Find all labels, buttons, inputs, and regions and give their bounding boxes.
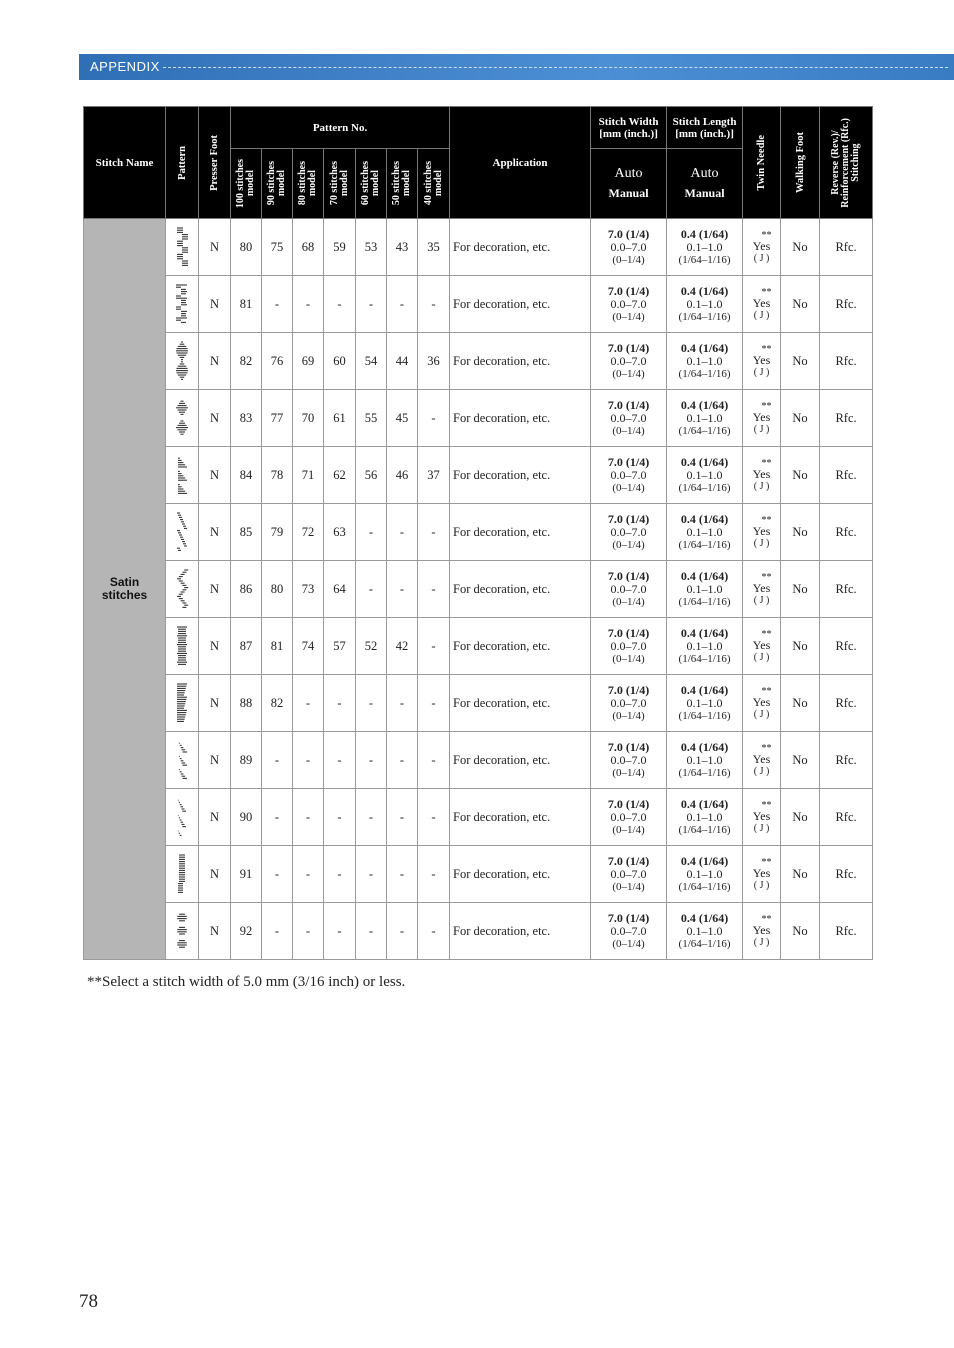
pattern-number-cell: - xyxy=(324,846,356,903)
pattern-number-cell: - xyxy=(356,675,387,732)
stitch-length-cell: 0.4 (1/64) 0.1–1.0 (1/64–1/16) xyxy=(667,561,743,618)
pattern-cell xyxy=(166,789,199,846)
application-cell: For decoration, etc. xyxy=(450,390,591,447)
twin-needle-cell: ** Yes ( J ) xyxy=(743,504,781,561)
model-header: 80 stitches model xyxy=(293,149,324,219)
application-cell: For decoration, etc. xyxy=(450,276,591,333)
pattern-number-cell: 84 xyxy=(231,447,262,504)
reverse-cell: Rfc. xyxy=(820,504,873,561)
pattern-number-cell: - xyxy=(387,846,418,903)
satin-pattern-86-icon xyxy=(166,567,198,611)
pattern-number-cell: - xyxy=(418,846,450,903)
walking-foot-cell: No xyxy=(781,390,820,447)
twin-needle-cell: ** Yes ( J ) xyxy=(743,903,781,960)
pattern-number-cell: 59 xyxy=(324,219,356,276)
presser-foot-cell: N xyxy=(199,561,231,618)
stitch-width-cell: 7.0 (1/4) 0.0–7.0 (0–1/4) xyxy=(591,276,667,333)
pattern-number-cell: 60 xyxy=(324,333,356,390)
pattern-number-cell: 72 xyxy=(293,504,324,561)
twin-needle-cell: ** Yes ( J ) xyxy=(743,219,781,276)
pattern-number-cell: 53 xyxy=(356,219,387,276)
pattern-number-cell: - xyxy=(293,789,324,846)
reverse-cell: Rfc. xyxy=(820,561,873,618)
pattern-number-cell: 85 xyxy=(231,504,262,561)
pattern-number-cell: 35 xyxy=(418,219,450,276)
pattern-number-cell: 46 xyxy=(387,447,418,504)
stitch-length-cell: 0.4 (1/64) 0.1–1.0 (1/64–1/16) xyxy=(667,618,743,675)
width-auto-manual-header: Auto Manual xyxy=(591,149,667,219)
pattern-number-cell: 61 xyxy=(324,390,356,447)
pattern-number-cell: 63 xyxy=(324,504,356,561)
reverse-cell: Rfc. xyxy=(820,276,873,333)
pattern-number-cell: 57 xyxy=(324,618,356,675)
walking-foot-cell: No xyxy=(781,219,820,276)
stitch-length-cell: 0.4 (1/64) 0.1–1.0 (1/64–1/16) xyxy=(667,846,743,903)
pattern-no-header: Pattern No. xyxy=(231,107,450,149)
pattern-header: Pattern xyxy=(166,107,199,219)
satin-pattern-84-icon xyxy=(166,453,198,497)
banner-rule xyxy=(163,67,948,68)
pattern-number-cell: - xyxy=(262,789,293,846)
pattern-number-cell: - xyxy=(387,903,418,960)
twin-needle-header: Twin Needle xyxy=(743,107,781,219)
presser-foot-cell: N xyxy=(199,789,231,846)
pattern-number-cell: 62 xyxy=(324,447,356,504)
pattern-number-cell: 75 xyxy=(262,219,293,276)
pattern-number-cell: - xyxy=(418,903,450,960)
model-header: 60 stitches model xyxy=(356,149,387,219)
satin-pattern-90-icon xyxy=(166,795,198,839)
pattern-number-cell: 80 xyxy=(231,219,262,276)
pattern-number-cell: - xyxy=(418,276,450,333)
pattern-number-cell: - xyxy=(418,390,450,447)
pattern-number-cell: 54 xyxy=(356,333,387,390)
presser-foot-cell: N xyxy=(199,504,231,561)
pattern-cell xyxy=(166,333,199,390)
stitch-length-cell: 0.4 (1/64) 0.1–1.0 (1/64–1/16) xyxy=(667,276,743,333)
twin-needle-cell: ** Yes ( J ) xyxy=(743,333,781,390)
stitch-width-cell: 7.0 (1/4) 0.0–7.0 (0–1/4) xyxy=(591,390,667,447)
footnote: **Select a stitch width of 5.0 mm (3/16 inch) or less. xyxy=(87,974,406,990)
stitch-width-cell: 7.0 (1/4) 0.0–7.0 (0–1/4) xyxy=(591,789,667,846)
walking-foot-cell: No xyxy=(781,903,820,960)
stitch-chart-table xyxy=(83,106,873,960)
pattern-number-cell: 56 xyxy=(356,447,387,504)
pattern-number-cell: 74 xyxy=(293,618,324,675)
table-row xyxy=(84,732,873,789)
stitch-length-cell: 0.4 (1/64) 0.1–1.0 (1/64–1/16) xyxy=(667,732,743,789)
reverse-cell: Rfc. xyxy=(820,333,873,390)
pattern-cell xyxy=(166,846,199,903)
pattern-cell xyxy=(166,447,199,504)
pattern-number-cell: 64 xyxy=(324,561,356,618)
pattern-number-cell: - xyxy=(387,789,418,846)
table-row xyxy=(84,390,873,447)
stitch-group-name: Satin stitches xyxy=(84,219,166,960)
pattern-number-cell: - xyxy=(418,504,450,561)
pattern-number-cell: - xyxy=(324,903,356,960)
walking-foot-cell: No xyxy=(781,618,820,675)
pattern-number-cell: 87 xyxy=(231,618,262,675)
walking-foot-cell: No xyxy=(781,504,820,561)
pattern-number-cell: - xyxy=(418,561,450,618)
reverse-cell: Rfc. xyxy=(820,618,873,675)
table-row xyxy=(84,846,873,903)
pattern-cell xyxy=(166,732,199,789)
pattern-number-cell: 91 xyxy=(231,846,262,903)
pattern-number-cell: 69 xyxy=(293,333,324,390)
stitch-length-cell: 0.4 (1/64) 0.1–1.0 (1/64–1/16) xyxy=(667,333,743,390)
presser-foot-cell: N xyxy=(199,618,231,675)
pattern-number-cell: - xyxy=(418,789,450,846)
pattern-number-cell: - xyxy=(387,561,418,618)
pattern-cell xyxy=(166,561,199,618)
walking-foot-cell: No xyxy=(781,675,820,732)
pattern-number-cell: - xyxy=(293,675,324,732)
stitch-name-header: Stitch Name xyxy=(84,107,166,219)
table-row xyxy=(84,333,873,390)
presser-foot-header: Presser Foot xyxy=(199,107,231,219)
pattern-number-cell: - xyxy=(387,675,418,732)
stitch-length-cell: 0.4 (1/64) 0.1–1.0 (1/64–1/16) xyxy=(667,504,743,561)
pattern-number-cell: 68 xyxy=(293,219,324,276)
application-cell: For decoration, etc. xyxy=(450,789,591,846)
satin-pattern-83-icon xyxy=(166,396,198,440)
pattern-cell xyxy=(166,276,199,333)
pattern-number-cell: - xyxy=(418,618,450,675)
application-cell: For decoration, etc. xyxy=(450,333,591,390)
stitch-length-cell: 0.4 (1/64) 0.1–1.0 (1/64–1/16) xyxy=(667,447,743,504)
application-cell: For decoration, etc. xyxy=(450,675,591,732)
satin-pattern-81-icon xyxy=(166,282,198,326)
presser-foot-cell: N xyxy=(199,732,231,789)
stitch-width-header: Stitch Width [mm (inch.)] xyxy=(591,107,667,149)
pattern-number-cell: 44 xyxy=(387,333,418,390)
table-row xyxy=(84,789,873,846)
twin-needle-cell: ** Yes ( J ) xyxy=(743,846,781,903)
twin-needle-cell: ** Yes ( J ) xyxy=(743,789,781,846)
section-banner xyxy=(79,54,954,80)
pattern-number-cell: - xyxy=(293,903,324,960)
pattern-number-cell: 52 xyxy=(356,618,387,675)
application-cell: For decoration, etc. xyxy=(450,561,591,618)
pattern-number-cell: - xyxy=(356,276,387,333)
pattern-number-cell: 70 xyxy=(293,390,324,447)
pattern-number-cell: 81 xyxy=(262,618,293,675)
section-label: APPENDIX xyxy=(90,59,160,74)
satin-pattern-80-icon xyxy=(166,225,198,269)
application-header: Application xyxy=(450,107,591,219)
reverse-cell: Rfc. xyxy=(820,732,873,789)
pattern-number-cell: 36 xyxy=(418,333,450,390)
pattern-number-cell: 79 xyxy=(262,504,293,561)
walking-foot-cell: No xyxy=(781,561,820,618)
pattern-number-cell: 73 xyxy=(293,561,324,618)
pattern-number-cell: - xyxy=(356,504,387,561)
table-row xyxy=(84,561,873,618)
table-row xyxy=(84,903,873,960)
stitch-length-cell: 0.4 (1/64) 0.1–1.0 (1/64–1/16) xyxy=(667,675,743,732)
pattern-number-cell: 82 xyxy=(231,333,262,390)
pattern-number-cell: 37 xyxy=(418,447,450,504)
satin-pattern-85-icon xyxy=(166,510,198,554)
pattern-number-cell: 42 xyxy=(387,618,418,675)
pattern-number-cell: - xyxy=(356,561,387,618)
presser-foot-cell: N xyxy=(199,276,231,333)
pattern-number-cell: 78 xyxy=(262,447,293,504)
reverse-cell: Rfc. xyxy=(820,903,873,960)
pattern-number-cell: 92 xyxy=(231,903,262,960)
model-header: 100 stitches model xyxy=(231,149,262,219)
presser-foot-cell: N xyxy=(199,333,231,390)
pattern-cell xyxy=(166,618,199,675)
pattern-number-cell: 90 xyxy=(231,789,262,846)
table-row xyxy=(84,447,873,504)
pattern-number-cell: - xyxy=(293,846,324,903)
reverse-cell: Rfc. xyxy=(820,390,873,447)
walking-foot-cell: No xyxy=(781,732,820,789)
satin-pattern-87-icon xyxy=(166,624,198,668)
presser-foot-cell: N xyxy=(199,447,231,504)
stitch-length-cell: 0.4 (1/64) 0.1–1.0 (1/64–1/16) xyxy=(667,789,743,846)
walking-foot-cell: No xyxy=(781,333,820,390)
twin-needle-cell: ** Yes ( J ) xyxy=(743,675,781,732)
walking-foot-cell: No xyxy=(781,276,820,333)
application-cell: For decoration, etc. xyxy=(450,447,591,504)
twin-needle-cell: ** Yes ( J ) xyxy=(743,732,781,789)
pattern-cell xyxy=(166,219,199,276)
model-header: 90 stitches model xyxy=(262,149,293,219)
stitch-width-cell: 7.0 (1/4) 0.0–7.0 (0–1/4) xyxy=(591,504,667,561)
application-cell: For decoration, etc. xyxy=(450,504,591,561)
pattern-number-cell: 45 xyxy=(387,390,418,447)
pattern-number-cell: 86 xyxy=(231,561,262,618)
pattern-cell xyxy=(166,504,199,561)
twin-needle-cell: ** Yes ( J ) xyxy=(743,561,781,618)
pattern-number-cell: - xyxy=(418,732,450,789)
table-row xyxy=(84,504,873,561)
application-cell: For decoration, etc. xyxy=(450,732,591,789)
pattern-number-cell: 81 xyxy=(231,276,262,333)
presser-foot-cell: N xyxy=(199,846,231,903)
stitch-width-cell: 7.0 (1/4) 0.0–7.0 (0–1/4) xyxy=(591,447,667,504)
reverse-cell: Rfc. xyxy=(820,447,873,504)
pattern-number-cell: - xyxy=(293,732,324,789)
presser-foot-cell: N xyxy=(199,219,231,276)
pattern-number-cell: 82 xyxy=(262,675,293,732)
pattern-number-cell: 71 xyxy=(293,447,324,504)
pattern-number-cell: 89 xyxy=(231,732,262,789)
presser-foot-cell: N xyxy=(199,903,231,960)
walking-foot-cell: No xyxy=(781,789,820,846)
table-row xyxy=(84,276,873,333)
reverse-cell: Rfc. xyxy=(820,675,873,732)
stitch-length-header: Stitch Length [mm (inch.)] xyxy=(667,107,743,149)
pattern-number-cell: - xyxy=(262,846,293,903)
stitch-length-cell: 0.4 (1/64) 0.1–1.0 (1/64–1/16) xyxy=(667,390,743,447)
reverse-cell: Rfc. xyxy=(820,789,873,846)
presser-foot-cell: N xyxy=(199,390,231,447)
reverse-header: Reverse (Rev.)/ Reinforcement (Rfc.) Stitching xyxy=(820,107,873,219)
pattern-number-cell: - xyxy=(356,903,387,960)
table-row xyxy=(84,219,873,276)
pattern-number-cell: - xyxy=(387,732,418,789)
pattern-number-cell: - xyxy=(324,732,356,789)
walking-foot-header: Walking Foot xyxy=(781,107,820,219)
pattern-number-cell: - xyxy=(356,789,387,846)
model-header: 50 stitches model xyxy=(387,149,418,219)
pattern-number-cell: - xyxy=(324,789,356,846)
application-cell: For decoration, etc. xyxy=(450,618,591,675)
model-header: 40 stitches model xyxy=(418,149,450,219)
stitch-width-cell: 7.0 (1/4) 0.0–7.0 (0–1/4) xyxy=(591,732,667,789)
satin-pattern-92-icon xyxy=(166,909,198,953)
pattern-number-cell: 77 xyxy=(262,390,293,447)
reverse-cell: Rfc. xyxy=(820,219,873,276)
table-row xyxy=(84,675,873,732)
walking-foot-cell: No xyxy=(781,846,820,903)
twin-needle-cell: ** Yes ( J ) xyxy=(743,447,781,504)
application-cell: For decoration, etc. xyxy=(450,846,591,903)
pattern-number-cell: 83 xyxy=(231,390,262,447)
pattern-number-cell: - xyxy=(418,675,450,732)
twin-needle-cell: ** Yes ( J ) xyxy=(743,390,781,447)
reverse-cell: Rfc. xyxy=(820,846,873,903)
stitch-width-cell: 7.0 (1/4) 0.0–7.0 (0–1/4) xyxy=(591,903,667,960)
stitch-length-cell: 0.4 (1/64) 0.1–1.0 (1/64–1/16) xyxy=(667,903,743,960)
twin-needle-cell: ** Yes ( J ) xyxy=(743,618,781,675)
pattern-number-cell: - xyxy=(324,675,356,732)
satin-pattern-91-icon xyxy=(166,852,198,896)
pattern-number-cell: - xyxy=(387,276,418,333)
pattern-number-cell: - xyxy=(387,504,418,561)
pattern-number-cell: - xyxy=(356,846,387,903)
model-header: 70 stitches model xyxy=(324,149,356,219)
pattern-number-cell: 55 xyxy=(356,390,387,447)
table-row xyxy=(84,618,873,675)
walking-foot-cell: No xyxy=(781,447,820,504)
pattern-cell xyxy=(166,390,199,447)
twin-needle-cell: ** Yes ( J ) xyxy=(743,276,781,333)
satin-pattern-88-icon xyxy=(166,681,198,725)
pattern-cell xyxy=(166,675,199,732)
pattern-number-cell: - xyxy=(262,276,293,333)
pattern-number-cell: - xyxy=(324,276,356,333)
stitch-width-cell: 7.0 (1/4) 0.0–7.0 (0–1/4) xyxy=(591,846,667,903)
stitch-width-cell: 7.0 (1/4) 0.0–7.0 (0–1/4) xyxy=(591,561,667,618)
stitch-width-cell: 7.0 (1/4) 0.0–7.0 (0–1/4) xyxy=(591,618,667,675)
stitch-length-cell: 0.4 (1/64) 0.1–1.0 (1/64–1/16) xyxy=(667,219,743,276)
application-cell: For decoration, etc. xyxy=(450,219,591,276)
pattern-number-cell: - xyxy=(293,276,324,333)
presser-foot-cell: N xyxy=(199,675,231,732)
stitch-width-cell: 7.0 (1/4) 0.0–7.0 (0–1/4) xyxy=(591,219,667,276)
pattern-cell xyxy=(166,903,199,960)
page-number: 78 xyxy=(79,1291,98,1312)
pattern-number-cell: 43 xyxy=(387,219,418,276)
pattern-number-cell: - xyxy=(262,732,293,789)
length-auto-manual-header: Auto Manual xyxy=(667,149,743,219)
satin-pattern-89-icon xyxy=(166,738,198,782)
pattern-number-cell: 80 xyxy=(262,561,293,618)
pattern-number-cell: - xyxy=(262,903,293,960)
satin-pattern-82-icon xyxy=(166,339,198,383)
pattern-number-cell: 76 xyxy=(262,333,293,390)
stitch-width-cell: 7.0 (1/4) 0.0–7.0 (0–1/4) xyxy=(591,675,667,732)
pattern-number-cell: 88 xyxy=(231,675,262,732)
stitch-width-cell: 7.0 (1/4) 0.0–7.0 (0–1/4) xyxy=(591,333,667,390)
application-cell: For decoration, etc. xyxy=(450,903,591,960)
pattern-number-cell: - xyxy=(356,732,387,789)
